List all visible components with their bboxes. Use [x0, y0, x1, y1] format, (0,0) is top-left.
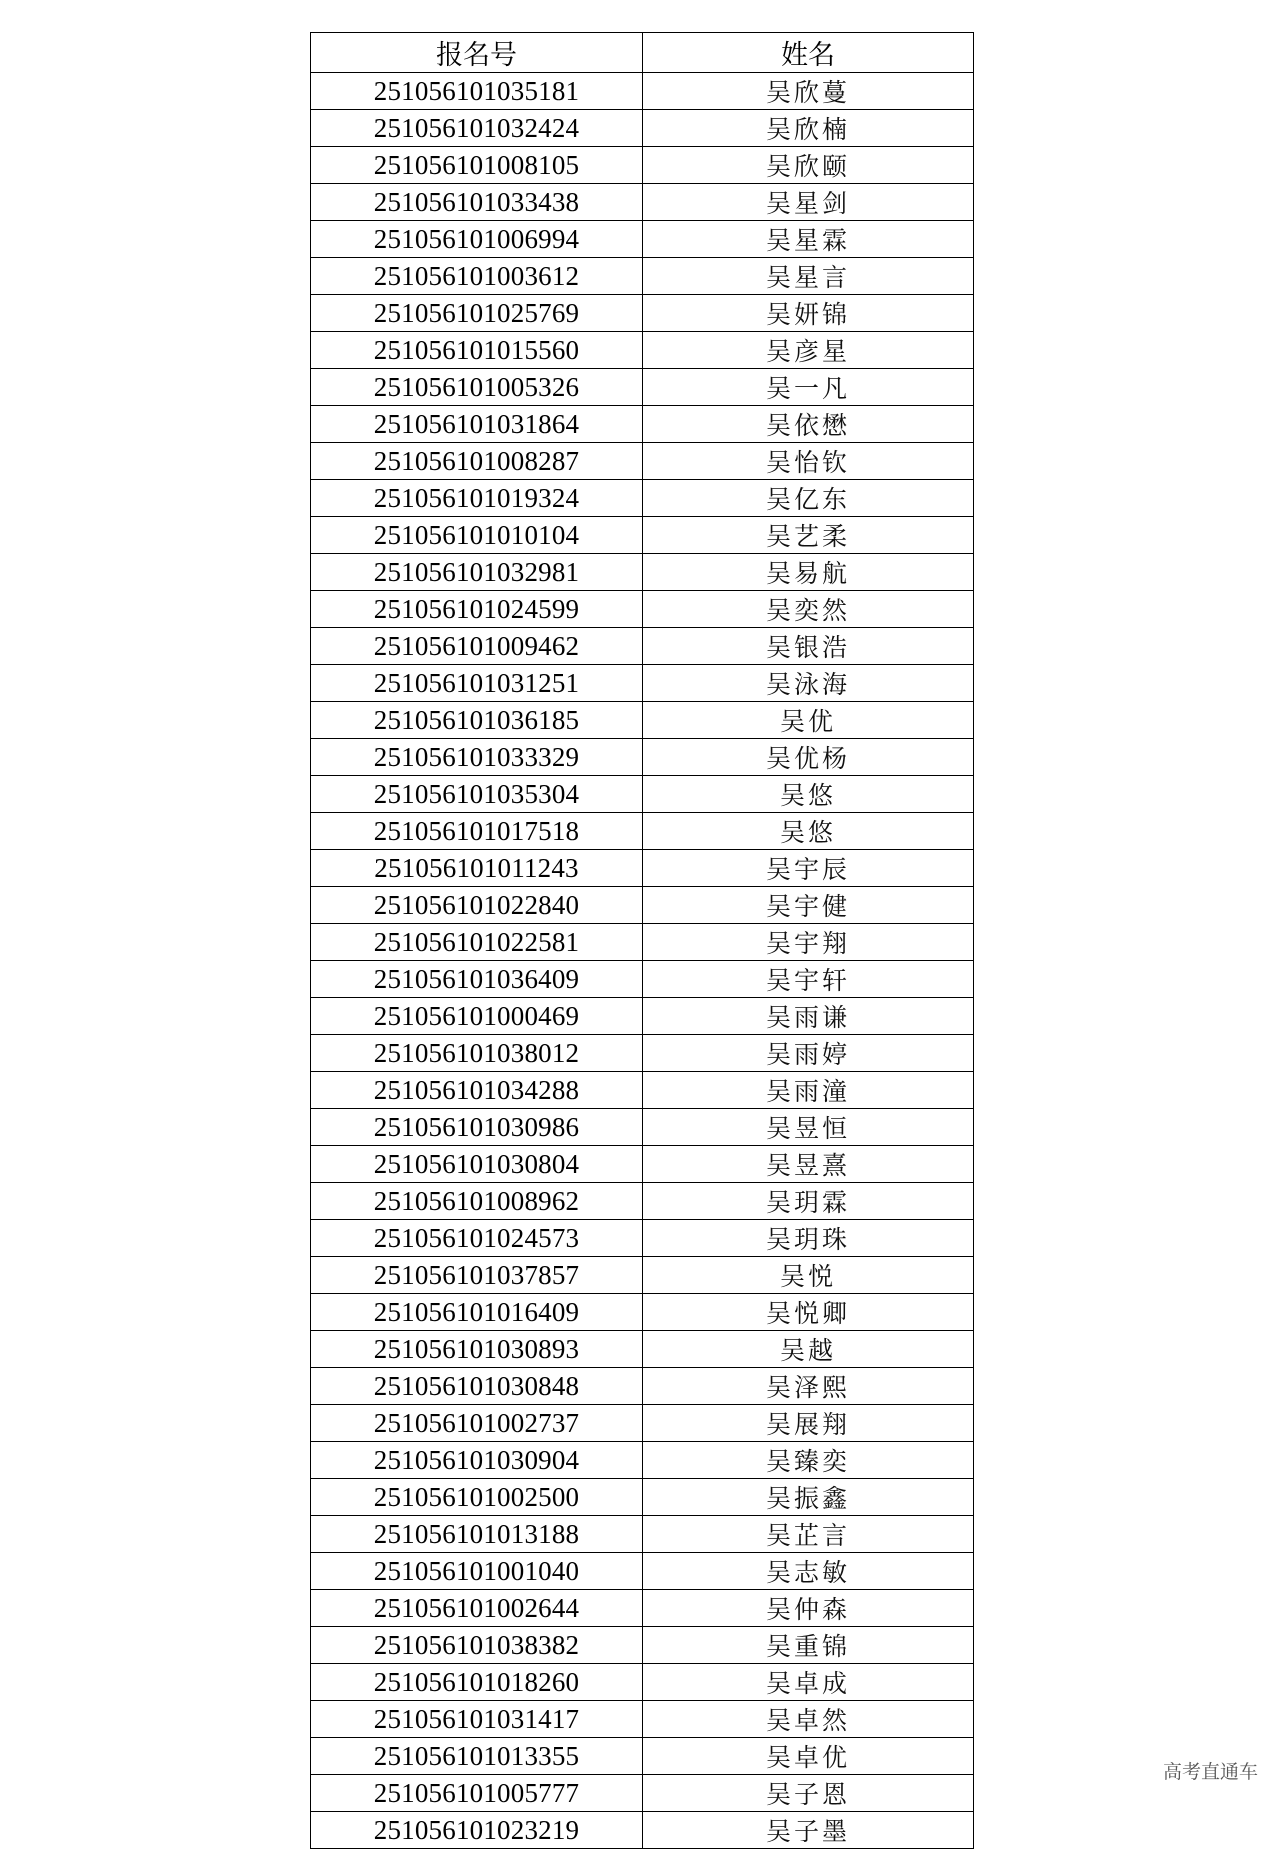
reg-no-cell: 251056101005777 — [311, 1775, 643, 1812]
name-cell: 吴臻奕 — [643, 1442, 974, 1479]
name-cell: 吴悦 — [643, 1257, 974, 1294]
table-row — [311, 1775, 974, 1812]
name-cell: 吴子恩 — [643, 1775, 974, 1812]
name-cell: 吴志敏 — [643, 1553, 974, 1590]
reg-no-cell: 251056101031251 — [311, 665, 643, 702]
table-row — [311, 1331, 974, 1368]
reg-no-cell: 251056101018260 — [311, 1664, 643, 1701]
name-cell: 吴妍锦 — [643, 295, 974, 332]
table-row — [311, 1442, 974, 1479]
name-cell: 吴泳海 — [643, 665, 974, 702]
table-row — [311, 1738, 974, 1775]
name-cell: 吴越 — [643, 1331, 974, 1368]
table-row — [311, 295, 974, 332]
column-header-reg-no: 报名号 — [311, 33, 643, 73]
name-cell: 吴欣楠 — [643, 110, 974, 147]
reg-no-cell: 251056101035304 — [311, 776, 643, 813]
table-row — [311, 480, 974, 517]
name-cell: 吴玥霖 — [643, 1183, 974, 1220]
reg-no-cell: 251056101000469 — [311, 998, 643, 1035]
table-row — [311, 961, 974, 998]
reg-no-cell: 251056101031417 — [311, 1701, 643, 1738]
table-row — [311, 1627, 974, 1664]
table-row — [311, 406, 974, 443]
table-row — [311, 628, 974, 665]
reg-no-cell: 251056101008962 — [311, 1183, 643, 1220]
name-cell: 吴宇轩 — [643, 961, 974, 998]
reg-no-cell: 251056101015560 — [311, 332, 643, 369]
table-row — [311, 1812, 974, 1849]
table-body — [311, 73, 974, 1849]
name-cell: 吴星言 — [643, 258, 974, 295]
table-row — [311, 1405, 974, 1442]
name-cell: 吴雨婷 — [643, 1035, 974, 1072]
table-row — [311, 1109, 974, 1146]
name-cell: 吴振鑫 — [643, 1479, 974, 1516]
reg-no-cell: 251056101011243 — [311, 850, 643, 887]
name-cell: 吴奕然 — [643, 591, 974, 628]
reg-no-cell: 251056101023219 — [311, 1812, 643, 1849]
table-row — [311, 1368, 974, 1405]
table-row — [311, 258, 974, 295]
name-cell: 吴卓成 — [643, 1664, 974, 1701]
reg-no-cell: 251056101030893 — [311, 1331, 643, 1368]
table-row — [311, 1516, 974, 1553]
name-cell: 吴优杨 — [643, 739, 974, 776]
name-cell: 吴亿东 — [643, 480, 974, 517]
reg-no-cell: 251056101013188 — [311, 1516, 643, 1553]
name-cell: 吴仲森 — [643, 1590, 974, 1627]
table-row — [311, 184, 974, 221]
reg-no-cell: 251056101024573 — [311, 1220, 643, 1257]
table-row — [311, 1664, 974, 1701]
registration-table — [310, 32, 974, 1849]
name-cell: 吴星剑 — [643, 184, 974, 221]
table-header-row — [311, 33, 974, 73]
reg-no-cell: 251056101022581 — [311, 924, 643, 961]
name-cell: 吴银浩 — [643, 628, 974, 665]
reg-no-cell: 251056101013355 — [311, 1738, 643, 1775]
table-row — [311, 1220, 974, 1257]
reg-no-cell: 251056101002737 — [311, 1405, 643, 1442]
table-row — [311, 554, 974, 591]
table-row — [311, 1257, 974, 1294]
name-cell: 吴卓然 — [643, 1701, 974, 1738]
name-cell: 吴泽熙 — [643, 1368, 974, 1405]
table-row — [311, 1183, 974, 1220]
reg-no-cell: 251056101030904 — [311, 1442, 643, 1479]
reg-no-cell: 251056101036185 — [311, 702, 643, 739]
table-row — [311, 369, 974, 406]
table-row — [311, 776, 974, 813]
name-cell: 吴悦卿 — [643, 1294, 974, 1331]
table-row — [311, 1035, 974, 1072]
reg-no-cell: 251056101017518 — [311, 813, 643, 850]
reg-no-cell: 251056101037857 — [311, 1257, 643, 1294]
name-cell: 吴彦星 — [643, 332, 974, 369]
name-cell: 吴欣蔓 — [643, 73, 974, 110]
table-row — [311, 147, 974, 184]
table-row — [311, 1072, 974, 1109]
reg-no-cell: 251056101030986 — [311, 1109, 643, 1146]
name-cell: 吴怡钦 — [643, 443, 974, 480]
table-row — [311, 739, 974, 776]
table-row — [311, 1479, 974, 1516]
reg-no-cell: 251056101033438 — [311, 184, 643, 221]
table-row — [311, 1294, 974, 1331]
name-cell: 吴昱恒 — [643, 1109, 974, 1146]
name-cell: 吴雨谦 — [643, 998, 974, 1035]
reg-no-cell: 251056101033329 — [311, 739, 643, 776]
table-row — [311, 1701, 974, 1738]
reg-no-cell: 251056101035181 — [311, 73, 643, 110]
table-row — [311, 813, 974, 850]
name-cell: 吴悠 — [643, 813, 974, 850]
reg-no-cell: 251056101009462 — [311, 628, 643, 665]
table-row — [311, 702, 974, 739]
reg-no-cell: 251056101024599 — [311, 591, 643, 628]
reg-no-cell: 251056101036409 — [311, 961, 643, 998]
reg-no-cell: 251056101031864 — [311, 406, 643, 443]
table-row — [311, 1553, 974, 1590]
reg-no-cell: 251056101034288 — [311, 1072, 643, 1109]
reg-no-cell: 251056101038382 — [311, 1627, 643, 1664]
reg-no-cell: 251056101019324 — [311, 480, 643, 517]
name-cell: 吴一凡 — [643, 369, 974, 406]
name-cell: 吴昱熹 — [643, 1146, 974, 1183]
name-cell: 吴展翔 — [643, 1405, 974, 1442]
watermark: 高考直通车 — [1162, 1761, 1258, 1783]
table-row — [311, 73, 974, 110]
name-cell: 吴子墨 — [643, 1812, 974, 1849]
reg-no-cell: 251056101010104 — [311, 517, 643, 554]
reg-no-cell: 251056101032424 — [311, 110, 643, 147]
name-cell: 吴雨潼 — [643, 1072, 974, 1109]
table-row — [311, 998, 974, 1035]
reg-no-cell: 251056101032981 — [311, 554, 643, 591]
table-row — [311, 1146, 974, 1183]
reg-no-cell: 251056101002644 — [311, 1590, 643, 1627]
reg-no-cell: 251056101005326 — [311, 369, 643, 406]
name-cell: 吴星霖 — [643, 221, 974, 258]
reg-no-cell: 251056101001040 — [311, 1553, 643, 1590]
reg-no-cell: 251056101025769 — [311, 295, 643, 332]
name-cell: 吴优 — [643, 702, 974, 739]
table-row — [311, 110, 974, 147]
reg-no-cell: 251056101006994 — [311, 221, 643, 258]
reg-no-cell: 251056101003612 — [311, 258, 643, 295]
name-cell: 吴玥珠 — [643, 1220, 974, 1257]
reg-no-cell: 251056101022840 — [311, 887, 643, 924]
reg-no-cell: 251056101002500 — [311, 1479, 643, 1516]
table-row — [311, 850, 974, 887]
name-cell: 吴重锦 — [643, 1627, 974, 1664]
table-row — [311, 443, 974, 480]
table-row — [311, 1590, 974, 1627]
name-cell: 吴易航 — [643, 554, 974, 591]
table-row — [311, 924, 974, 961]
table-row — [311, 665, 974, 702]
name-cell: 吴宇辰 — [643, 850, 974, 887]
table-row — [311, 591, 974, 628]
reg-no-cell: 251056101008105 — [311, 147, 643, 184]
name-cell: 吴艺柔 — [643, 517, 974, 554]
name-cell: 吴悠 — [643, 776, 974, 813]
reg-no-cell: 251056101008287 — [311, 443, 643, 480]
table-row — [311, 221, 974, 258]
name-cell: 吴欣颐 — [643, 147, 974, 184]
table-row — [311, 887, 974, 924]
name-cell: 吴卓优 — [643, 1738, 974, 1775]
table-row — [311, 517, 974, 554]
name-cell: 吴宇健 — [643, 887, 974, 924]
reg-no-cell: 251056101030804 — [311, 1146, 643, 1183]
name-cell: 吴芷言 — [643, 1516, 974, 1553]
column-header-name: 姓名 — [643, 33, 974, 73]
reg-no-cell: 251056101030848 — [311, 1368, 643, 1405]
reg-no-cell: 251056101038012 — [311, 1035, 643, 1072]
name-cell: 吴宇翔 — [643, 924, 974, 961]
name-cell: 吴依懋 — [643, 406, 974, 443]
reg-no-cell: 251056101016409 — [311, 1294, 643, 1331]
table-row — [311, 332, 974, 369]
